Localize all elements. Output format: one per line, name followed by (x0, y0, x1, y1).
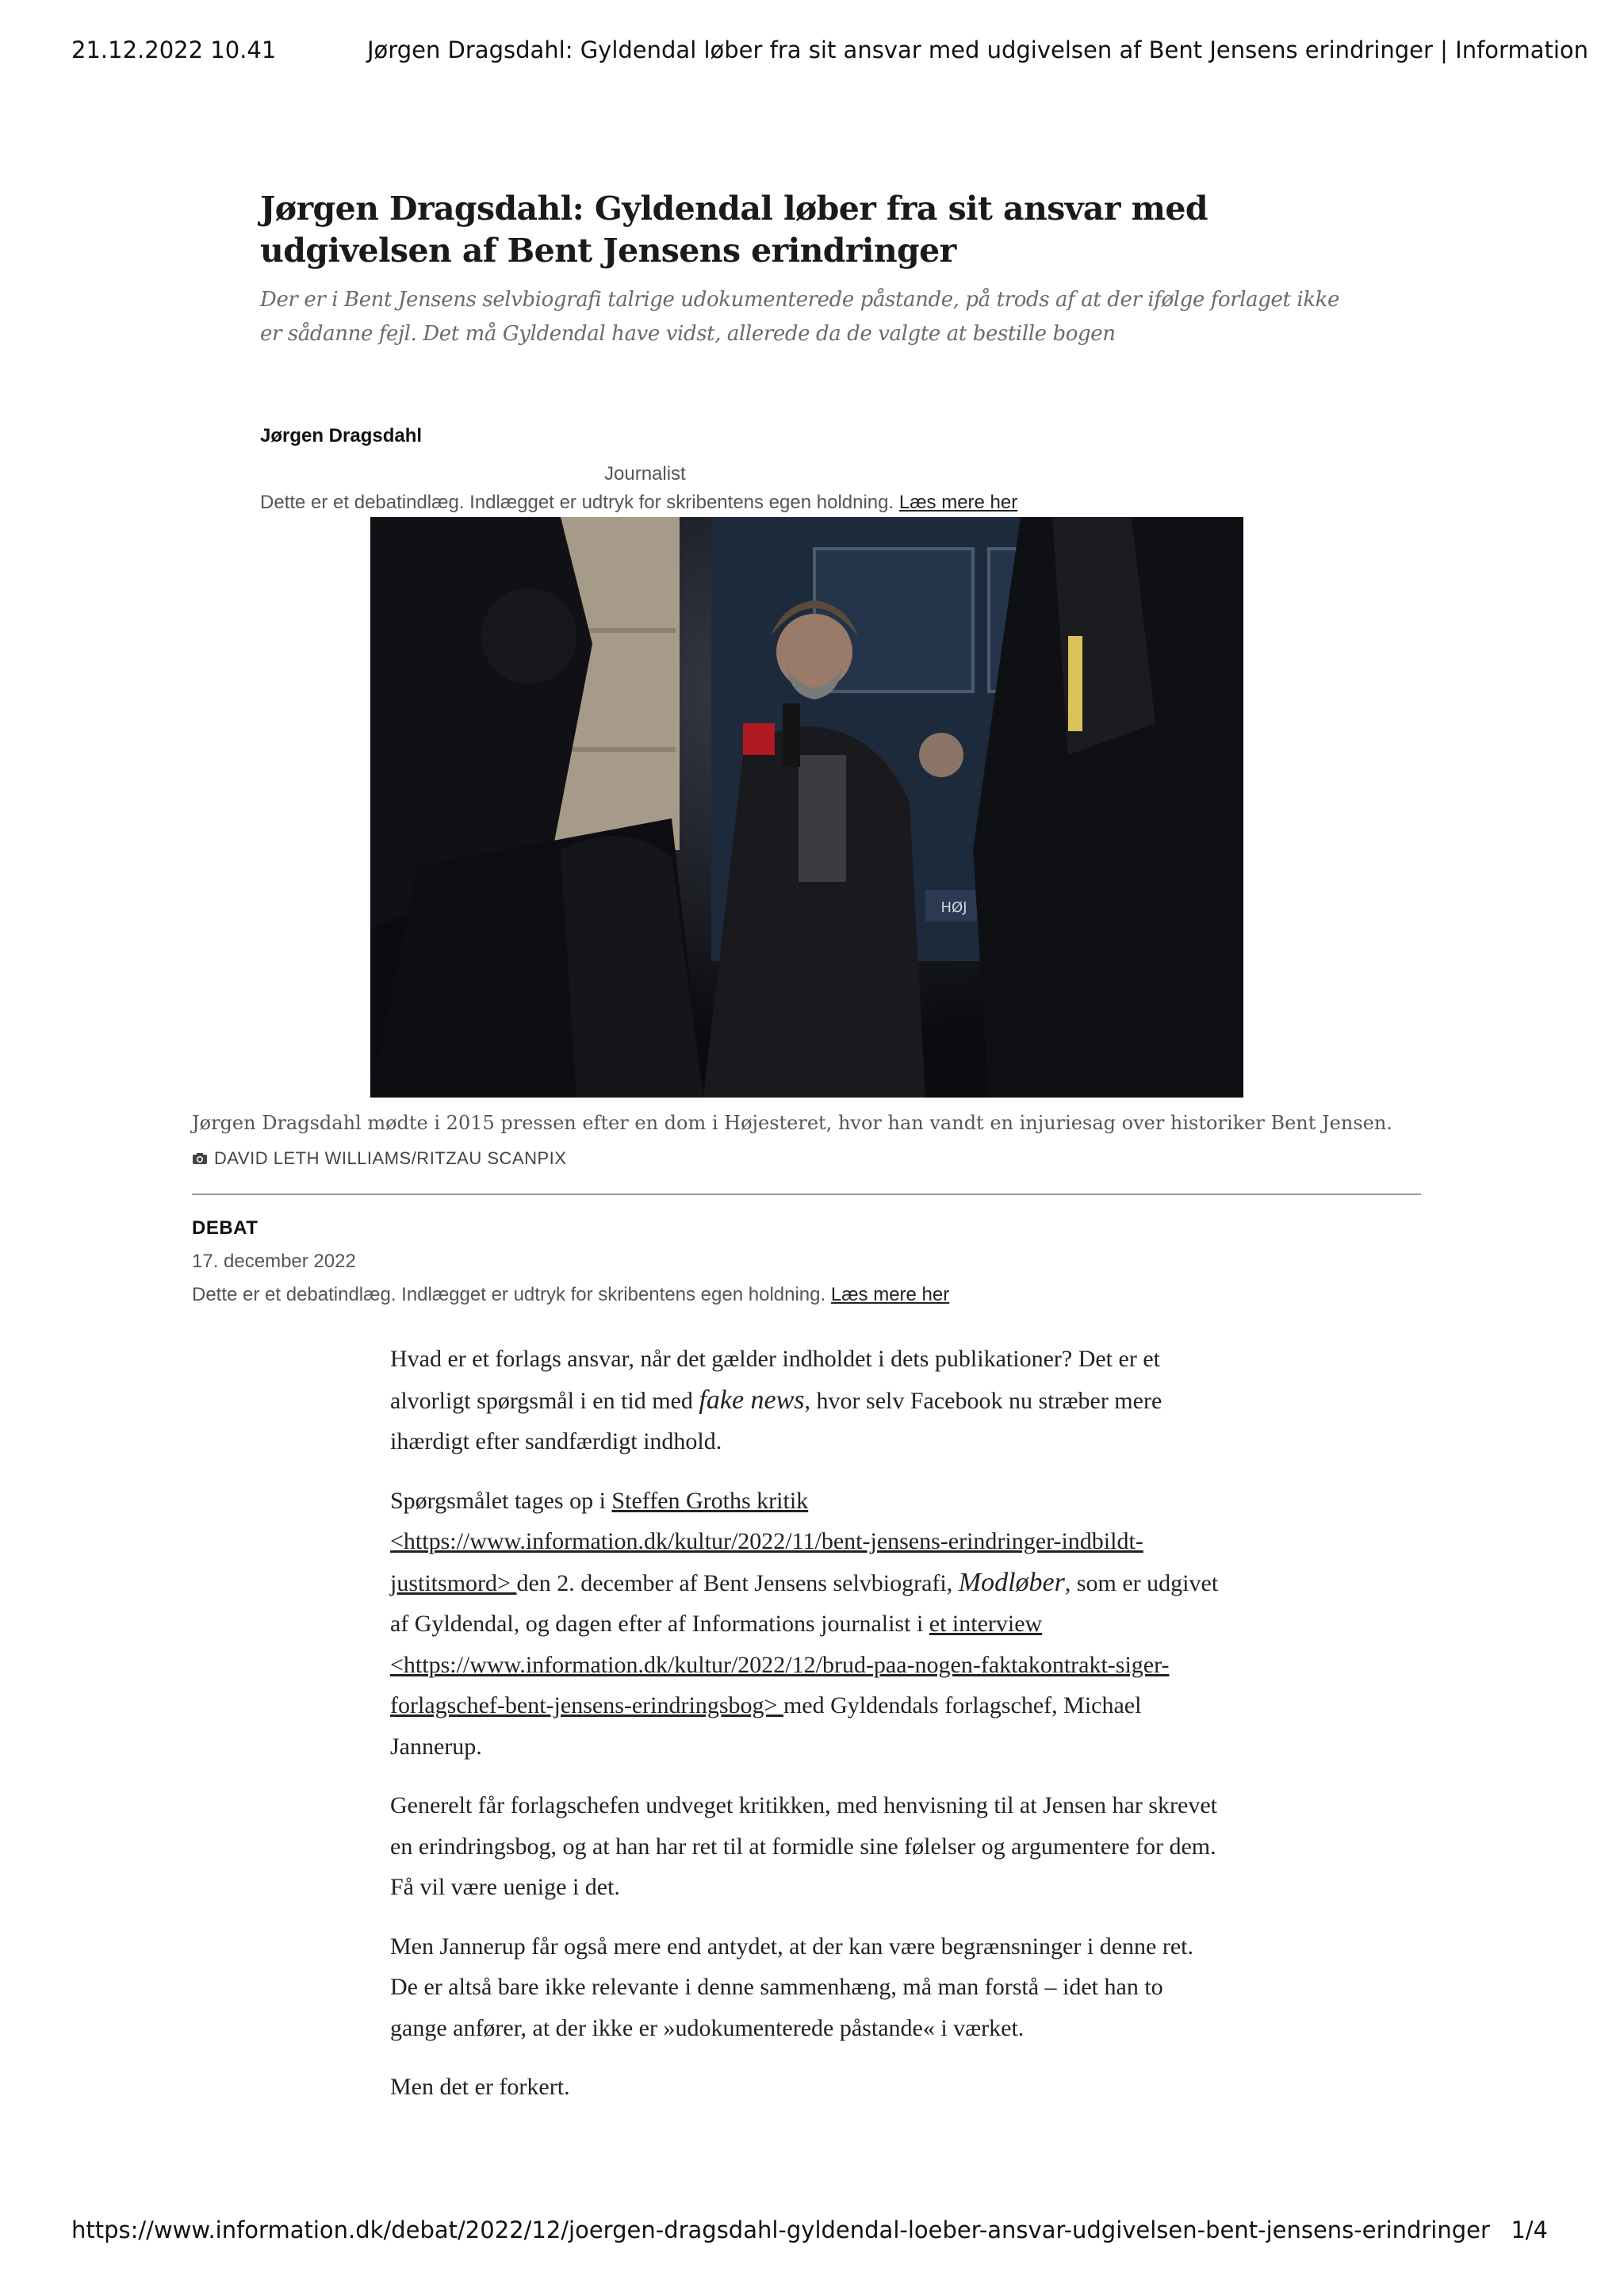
camera-icon (192, 1152, 208, 1165)
publish-date: 17. december 2022 (192, 1251, 356, 1272)
debate-disclaimer-text: Dette er et debatindlæg. Indlægget er udtryk for skribentens egen holdning. (192, 1284, 826, 1305)
page-number: 1/4 (1511, 2216, 1548, 2243)
author-role: Journalist (604, 463, 686, 485)
article-body (390, 1339, 1223, 2126)
article-headline: Jørgen Dragsdahl: Gyldendal løber fra sit ansvar med udgivelsen af Bent Jensens erindringer (260, 190, 1208, 270)
body-paragraph: Men Jannerup får også mere end antydet, at der kan være begrænsninger i denne ret. De er altså bare ikke relevante i denne sammenhæng, må man forstå – idet han to gange anfører, at der ikke er »udokumenterede påstande« i værket. (390, 1933, 1193, 2041)
debate-disclaimer (260, 492, 1017, 514)
body-paragraph: Generelt får forlagschefen undveget kritikken, med henvisning til at Jensen har skrevet en erindringsbog, og at han har ret til at formidle sine følelser og argumentere for dem. Få vil være uenige i det. (390, 1792, 1217, 1900)
body-paragraph: Spørgsmålet tages op i Steffen Groths kritik <https://www.information.dk/kultur/2022/11/bent-jensens-erindringer-indbildt-justitsmord> den 2. december af Bent Jensens selvbiografi, Modløber, som er udgivet af Gyldendal, og dagen efter af Informations journalist i et interview <https://www.information.dk/kultur/2022/12/brud-paa-nogen-faktakontrakt-siger-forlagschef-bent-jensens-erindringsbog> med Gyldendals forlagschef, Michael Jannerup. (390, 1487, 1219, 1760)
photo-caption: Jørgen Dragsdahl mødte i 2015 pressen efter en dom i Højesteret, hvor han vandt en injuriesag over historiker Bent Jensen. (192, 1112, 1392, 1134)
article-photo (370, 517, 1243, 1098)
print-datetime: 21.12.2022 10.41 (71, 36, 277, 63)
debate-disclaimer-text: Dette er et debatindlæg. Indlægget er udtryk for skribentens egen holdning. (260, 492, 894, 513)
author-name[interactable]: Jørgen Dragsdahl (260, 425, 423, 446)
print-page-title: Jørgen Dragsdahl: Gyldendal løber fra sit ansvar med udgivelsen af Bent Jensens erindringer | Information (367, 36, 1589, 63)
read-more-link[interactable]: Læs mere her (898, 492, 1018, 513)
photo-credit (192, 1148, 566, 1169)
building-sign-text: HØJ (940, 899, 967, 916)
body-paragraph: Men det er forkert. (390, 2074, 570, 2100)
body-paragraph: Hvad er et forlags ansvar, når det gælder indholdet i dets publikationer? Det er et alvorligt spørgsmål i en tid med fake news, hvor selv Facebook nu stræber mere ihærdigt efter sandfærdigt indhold. (390, 1346, 1162, 1454)
photo-credit-text: DAVID LETH WILLIAMS/RITZAU SCANPIX (214, 1148, 567, 1168)
section-divider (192, 1193, 1421, 1195)
interview-link[interactable]: et interview <https://www.information.dk/kultur/2022/12/brud-paa-nogen-faktakontrakt-siger-forlagschef-bent-jensens-erindringsbog> (390, 1611, 1170, 1718)
read-more-link[interactable]: Læs mere her (830, 1284, 950, 1305)
debate-disclaimer-2 (192, 1284, 949, 1306)
press-scene-illustration (370, 517, 1243, 1098)
article-lead: Der er i Bent Jensens selvbiografi talrige udokumenterede påstande, på trods af at der ifølge forlaget ikke er sådanne fejl. Det må Gyldendal have vidst, allerede da de valgte at bestille bogen (260, 288, 1340, 346)
steffen-groth-critique-link[interactable]: Steffen Groths kritik <https://www.information.dk/kultur/2022/11/bent-jensens-erindringer-indbildt-justitsmord> (390, 1487, 1143, 1596)
print-url: https://www.information.dk/debat/2022/12/joergen-dragsdahl-gyldendal-loeber-ansvar-udgivelsen-bent-jensens-erindringer (71, 2216, 1490, 2243)
section-label[interactable]: DEBAT (192, 1217, 259, 1239)
